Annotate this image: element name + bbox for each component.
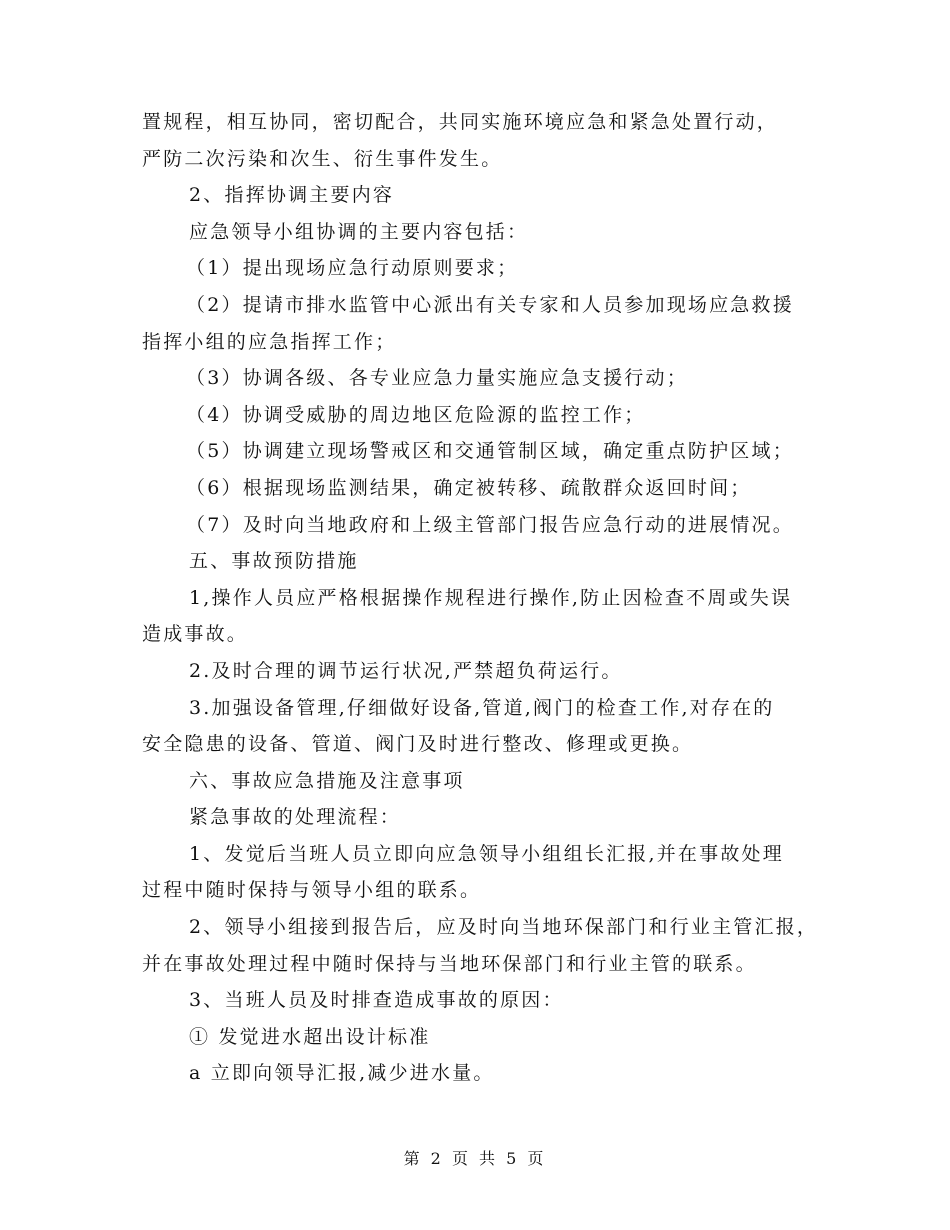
list-item: 3.加强设备管理,仔细做好设备,管道,阀门的检查工作,对存在的 [189, 696, 775, 719]
list-item: 2.及时合理的调节运行状况,严禁超负荷运行。 [189, 659, 623, 682]
paragraph-line: 应急领导小组协调的主要内容包括： [189, 220, 529, 243]
paragraph-line: 紧急事故的处理流程： [189, 806, 402, 829]
sub-list-item: ① 发觉进水超出设计标准 [189, 1025, 431, 1048]
list-item: 1,操作人员应严格根据操作规程进行操作,防止因检查不周或失误 [189, 586, 793, 609]
list-item: （2）提请市排水监管中心派出有关专家和人员参加现场应急救援 [186, 293, 794, 316]
paragraph-line: 过程中随时保持与领导小组的联系。 [142, 879, 482, 902]
list-item: 1、发觉后当班人员立即向应急领导小组组长汇报,并在事故处理 [189, 842, 784, 865]
list-item: （3）协调各级、各专业应急力量实施应急支援行动； [186, 367, 688, 390]
paragraph-line: 指挥小组的应急指挥工作； [142, 330, 397, 353]
paragraph-line: 并在事故处理过程中随时保持与当地环保部门和行业主管的联系。 [142, 952, 757, 975]
paragraph-line: 严防二次污染和次生、衍生事件发生。 [142, 147, 503, 170]
paragraph-line: 安全隐患的设备、管道、阀门及时进行整改、修理或更换。 [142, 733, 694, 756]
page-number: 第 2 页 共 5 页 [403, 1149, 547, 1168]
section-heading: 六、事故应急措施及注意事项 [189, 769, 465, 792]
list-item: 3、当班人员及时排查造成事故的原因： [189, 989, 564, 1012]
paragraph-line: 置规程，相互协同，密切配合，共同实施环境应急和紧急处置行动， [142, 111, 779, 133]
list-item: （4）协调受威胁的周边地区危险源的监控工作； [186, 403, 646, 426]
list-item: 2、领导小组接到报告后，应及时向当地环保部门和行业主管汇报， [189, 916, 819, 939]
list-item: （5）协调建立现场警戒区和交通管制区域，确定重点防护区域； [186, 440, 794, 463]
list-item: （6）根据现场监测结果，确定被转移、疏散群众返回时间； [186, 476, 752, 499]
paragraph-line: 造成事故。 [142, 623, 249, 646]
document-body [142, 104, 822, 1092]
sub-list-item: a 立即向领导汇报,减少进水量。 [189, 1062, 495, 1085]
list-item: （1）提出现场应急行动原则要求； [186, 257, 519, 280]
section-heading: 2、指挥协调主要内容 [189, 184, 395, 207]
list-item: （7）及时向当地政府和上级主管部门报告应急行动的进展情况。 [186, 513, 794, 536]
section-heading: 五、事故预防措施 [189, 550, 359, 573]
